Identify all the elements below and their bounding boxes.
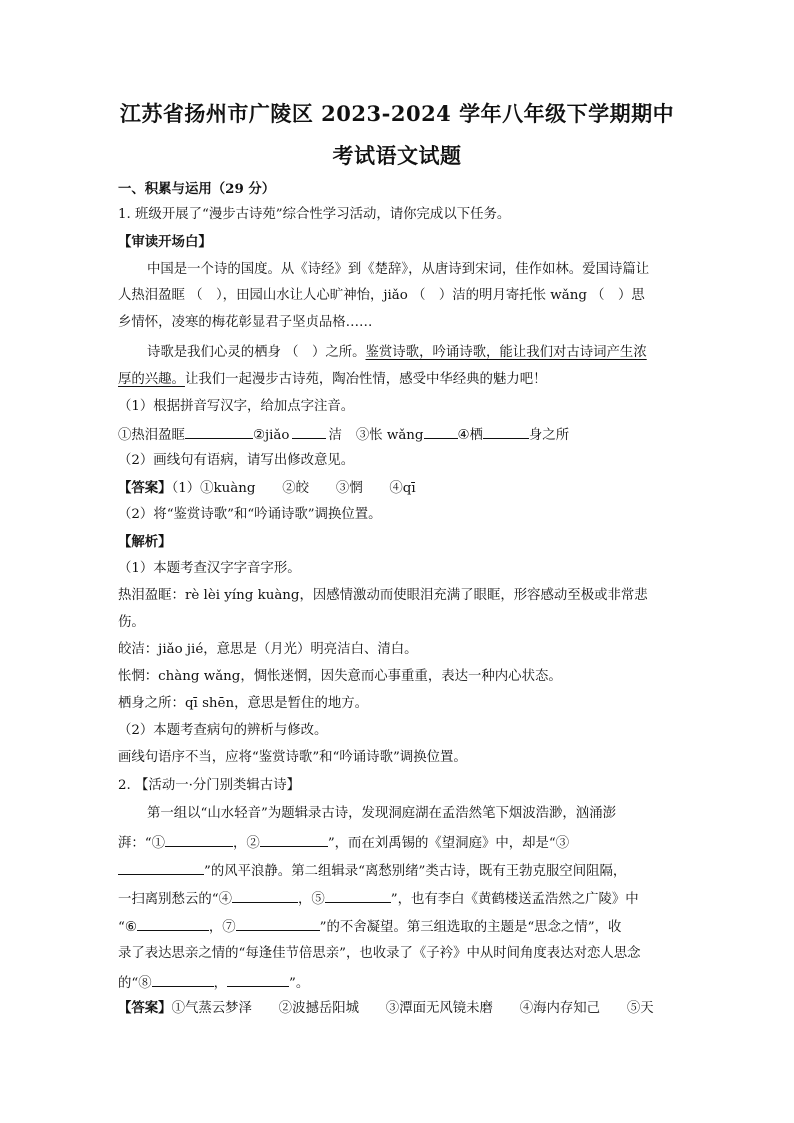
passage-text: 诗歌是我们心灵的栖身 （ ）之所。 (147, 345, 366, 360)
answer-label: 【答案】 (118, 1000, 172, 1016)
q2-passage-line (118, 972, 309, 994)
answer-text: （1）①kuàng ②皎 ③惘 ④qī (171, 481, 416, 496)
answer-blank[interactable] (292, 424, 326, 439)
answer-text: ①气蒸云梦泽 ②波撼岳阳城 ③潭面无风镜未磨 ④海内存知己 ⑤天 (171, 1001, 654, 1016)
answer-blank[interactable] (236, 916, 320, 931)
analysis-line: 热泪盈眶：rè lèi yíng kuàng，因感情激动而使眼泪充满了眼眶，形容感动至极或非常悲 (118, 588, 648, 603)
analysis-line: 伤。 (118, 615, 145, 630)
q1-heading: 【审读开场白】 (118, 234, 212, 250)
underlined-sentence: 厚的兴趣。 (118, 372, 185, 387)
passage-text: ，⑤ (297, 892, 325, 907)
q1-sub1: （1）根据拼音写汉字，给加点字注音。 (118, 399, 355, 414)
answer-label: 【答案】 (118, 480, 172, 496)
q2-passage-line (118, 888, 639, 910)
analysis-line: （1）本题考查汉字字音字形。 (118, 561, 301, 576)
analysis-line: （2）本题考查病句的辨析与修改。 (118, 723, 328, 738)
blank-label: ④栖 (457, 428, 483, 443)
q2-passage-line: 录了表达思亲之情的“每逢佳节倍思亲”，也收录了《子衿》中从时间角度表达对恋人思念 (118, 946, 641, 961)
blank-label: ①热泪盈眶 (118, 428, 185, 443)
blank-label: 洁 (328, 428, 342, 443)
analysis-line: 怅惘：chàng wǎng，惆怅迷惘，因失意而心事重重，表达一种内心状态。 (118, 669, 562, 684)
answer-blank[interactable] (137, 916, 209, 931)
passage-text: ”，也有李白《黄鹤楼送孟浩然之广陵》中 (390, 892, 639, 907)
q1-passage-line (147, 343, 647, 363)
answer-blank[interactable] (325, 888, 391, 903)
passage-text: ”的风平浪静。第二组辑录“离愁别绪”类古诗，既有王勃克服空间阻隔， (204, 864, 627, 879)
answer-blank[interactable] (165, 832, 233, 847)
section-heading: 一、积累与运用（29 分） (118, 181, 276, 197)
q1-passage-line: 人热泪盈眶 （ ），田园山水让人心旷神怡，jiǎo （ ）洁的明月寄托怅 wǎng （ ）思 (118, 288, 645, 303)
passage-text: 湃：“① (118, 836, 166, 851)
passage-text: 的“⑧ (118, 976, 152, 991)
q1-passage-line (118, 370, 547, 390)
q2-passage-line (118, 860, 626, 882)
q2-stem: 2. 【活动一·分门别类辑古诗】 (118, 778, 300, 793)
blank-label: 身之所 (528, 428, 570, 443)
underlined-sentence: 鉴赏诗歌，吟诵诗歌，能让我们对古诗词产生浓 (365, 345, 647, 360)
analysis-line: 画线句语序不当，应将“鉴赏诗歌”和“吟诵诗歌”调换位置。 (118, 750, 467, 765)
page-title-line2: 考试语文试题 (332, 143, 462, 168)
passage-text: ，⑦ (208, 920, 236, 935)
answer-blank[interactable] (118, 860, 204, 875)
answer-blank[interactable] (227, 972, 289, 987)
q1-blanks-row (118, 424, 569, 446)
q2-answer (118, 998, 654, 1019)
q1-stem: 1. 班级开展了“漫步古诗苑”综合性学习活动，请你完成以下任务。 (118, 207, 511, 222)
answer-blank[interactable] (185, 424, 253, 439)
passage-text: ”的不舍凝望。第三组选取的主题是“思念之情”，收 (319, 920, 622, 935)
answer-blank[interactable] (260, 832, 328, 847)
blank-label: ③怅 wǎng (355, 428, 424, 443)
blank-label: ②jiǎo (252, 428, 290, 443)
answer-blank[interactable] (232, 888, 298, 903)
passage-text: ”。 (289, 976, 310, 991)
passage-text: “⑥ (118, 920, 137, 935)
analysis-label: 【解析】 (118, 534, 172, 550)
q2-passage-line (118, 832, 569, 854)
q2-passage-line: 第一组以“山水轻音”为题辑录古诗，发现洞庭湖在孟浩然笔下烟波浩渺，汹涌澎 (147, 806, 616, 821)
passage-text: 让我们一起漫步古诗苑，陶冶性情，感受中华经典的魅力吧！ (184, 372, 547, 387)
analysis-line: 皎洁：jiǎo jié，意思是（月光）明亮洁白、清白。 (118, 642, 418, 657)
analysis-line: 栖身之所：qī shēn，意思是暂住的地方。 (118, 696, 369, 711)
answer-blank[interactable] (483, 424, 529, 439)
q1-answer (118, 478, 416, 499)
passage-text: ， (213, 976, 228, 991)
q1-passage-line: 乡情怀，凌寒的梅花彰显君子坚贞品格…… (118, 315, 373, 330)
q1-sub2: （2）画线句有语病，请写出修改意见。 (118, 453, 355, 468)
q1-answer-line: （2）将“鉴赏诗歌”和“吟诵诗歌”调换位置。 (118, 507, 382, 522)
q1-passage-line: 中国是一个诗的国度。从《诗经》到《楚辞》，从唐诗到宋词，佳作如林。爱国诗篇让 (147, 262, 650, 277)
q2-passage-line (118, 916, 621, 938)
answer-blank[interactable] (152, 972, 214, 987)
passage-text: ”，而在刘禹锡的《望洞庭》中，却是“③ (327, 836, 570, 851)
answer-blank[interactable] (424, 424, 458, 439)
page-title-line1: 江苏省扬州市广陵区 2023-2024 学年八年级下学期期中 (119, 101, 675, 126)
passage-text: 一扫离别愁云的“④ (118, 892, 232, 907)
passage-text: ，② (233, 836, 260, 851)
